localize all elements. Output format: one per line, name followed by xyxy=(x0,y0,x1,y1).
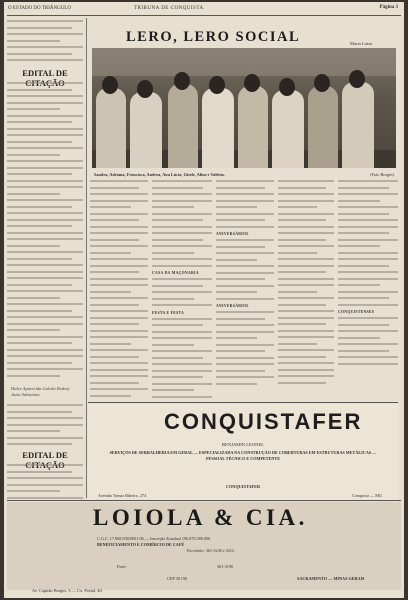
article-column-1 xyxy=(90,180,148,400)
loiola-ad xyxy=(7,502,401,590)
conquistafer-signature: CONQUISTAFER xyxy=(225,484,261,489)
left-text-block-3 xyxy=(7,404,83,450)
loiola-phone-label: Fone: xyxy=(117,564,127,569)
left-text-block-2 xyxy=(7,82,83,381)
loiola-brand: LOIOLA & CIA. xyxy=(93,505,308,530)
conquistafer-address: Avenida Tomaz Ribeiro, 274 xyxy=(98,493,147,498)
loiola-registration: C.G.C. 17.868.938/0001-06 — Inscrição Estadual 196.879.580.006 xyxy=(97,536,211,541)
article-title: LERO, LERO SOCIAL xyxy=(126,29,301,45)
conquistafer-owner: BENJAMIN LEONEL xyxy=(221,442,265,447)
header-page-number: Página 3 xyxy=(379,5,398,10)
newspaper-page xyxy=(4,2,404,598)
loiola-business: BENEFICIAMENTO E COMÉRCIO DE CAFÉ xyxy=(97,542,185,547)
photo-caption xyxy=(94,172,394,177)
col2-subhead-2: FESTA E FESTA xyxy=(152,310,185,315)
left-column xyxy=(7,18,83,578)
photo-caption-text: Sandra, Adriana, Francisca, Andrea, Ana Lúcia, Gisele, Aline e Valéria. xyxy=(94,172,225,177)
loiola-office-phone: Escritório: 361-3238 e 3212 xyxy=(187,548,235,553)
col1-lines xyxy=(90,180,148,397)
article-column-4 xyxy=(278,180,334,400)
loiola-cep: CEP 38.190 xyxy=(167,576,188,581)
conquistafer-city: Conquista — MG xyxy=(351,493,382,498)
left-text-block-1 xyxy=(7,20,83,66)
conquistafer-brand: CONQUISTAFER xyxy=(164,409,363,434)
ad-divider xyxy=(88,402,398,403)
edital-heading-1: EDITAL DE xyxy=(22,68,68,78)
group-photo xyxy=(92,48,396,168)
page-footer: Av. Capitão Borges, 3 — Cx. Postal, 40 xyxy=(32,588,102,593)
header-rule xyxy=(7,15,401,16)
signature-1-title: Juíza Substituta xyxy=(11,392,40,397)
article-byline: Maria Luísa xyxy=(350,41,372,46)
article-column-2 xyxy=(152,180,212,400)
loiola-city: SACRAMENTO — MINAS GERAIS xyxy=(297,576,365,581)
article-column-5 xyxy=(338,180,398,400)
header-section: TRIBUNA DE CONQUISTA xyxy=(134,6,204,11)
header-newspaper-name: O ESTADO DO TRIÂNGULO xyxy=(8,6,71,11)
article-column-3 xyxy=(216,180,274,400)
col5-subhead-1: CONQUISTENSES xyxy=(338,310,375,314)
ad-divider-2 xyxy=(7,500,401,501)
conquistafer-ad xyxy=(88,404,398,500)
conquistafer-services: SERVIÇOS DE SERRALHERIA EM GERAL — ESPECIALIZADA NA CONSTRUÇÃO DE COBERTURAS EM ESTRUTURAS METÁLICAS — PESSOAL TÉCNICO E COMPETENTE xyxy=(109,450,377,461)
col3-subhead-1: ANIVERSÁRIOS xyxy=(216,232,249,236)
signature-1: Dulce Aparecida Galvão Bodoty xyxy=(11,386,70,391)
column-divider xyxy=(86,18,87,498)
col3-subhead-2: ANIVERSÁRIOS xyxy=(216,304,249,308)
col2-subhead-1: CASA DA MAÇONARIA xyxy=(152,271,199,275)
photo-credit: (Foto Borges) xyxy=(370,172,394,177)
page-header xyxy=(4,4,404,14)
edital-heading-2: EDITAL DE xyxy=(22,450,68,460)
loiola-phone: 361-3190 xyxy=(217,564,234,569)
